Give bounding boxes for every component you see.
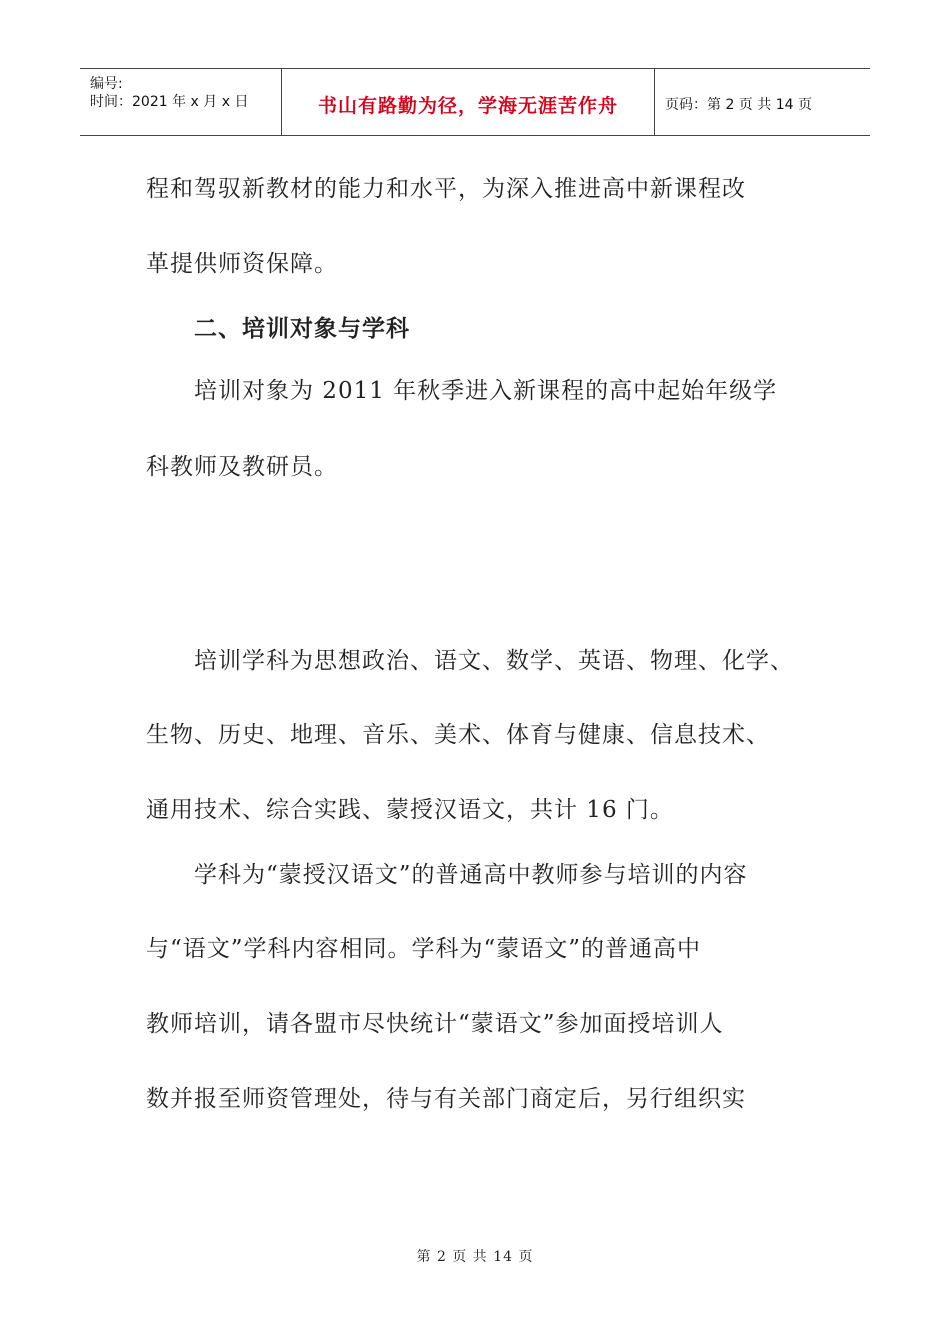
page-header — [80, 68, 870, 136]
header-motto-cell — [282, 69, 655, 135]
body-line-11: 数并报至师资管理处，待与有关部门商定后，另行组织实 — [146, 1086, 746, 1112]
doc-number-label: 编号: — [90, 76, 123, 92]
header-info-cell — [80, 69, 282, 135]
body-line-4: 科教师及教研员。 — [146, 454, 338, 480]
body-line-8: 学科为“蒙授汉语文”的普通高中教师参与培训的内容 — [194, 862, 748, 888]
body-line-10: 教师培训，请各盟市尽快统计“蒙语文”参加面授培训人 — [146, 1011, 724, 1037]
body-line-2: 革提供师资保障。 — [146, 251, 338, 277]
doc-time-label: 时间：2021 年 x 月 x 日 — [90, 94, 249, 110]
header-motto: 书山有路勤为径，学海无涯苦作舟 — [317, 95, 618, 117]
page-footer: 第 2 页 共 14 页 — [416, 1249, 534, 1265]
header-page-cell — [655, 69, 870, 135]
body-line-7: 通用技术、综合实践、蒙授汉语文，共计 16 门。 — [146, 797, 674, 823]
body-line-3: 培训对象为 2011 年秋季进入新课程的高中起始年级学 — [194, 378, 778, 404]
body-line-1: 程和驾驭新教材的能力和水平，为深入推进高中新课程改 — [146, 176, 746, 202]
body-line-6: 生物、历史、地理、音乐、美术、体育与健康、信息技术、 — [146, 722, 770, 748]
section-heading: 二、培训对象与学科 — [194, 316, 410, 342]
body-line-9: 与“语文”学科内容相同。学科为“蒙语文”的普通高中 — [146, 936, 702, 962]
body-line-5: 培训学科为思想政治、语文、数学、英语、物理、化学、 — [194, 648, 794, 674]
header-page-label: 页码：第 2 页 共 14 页 — [665, 97, 812, 113]
